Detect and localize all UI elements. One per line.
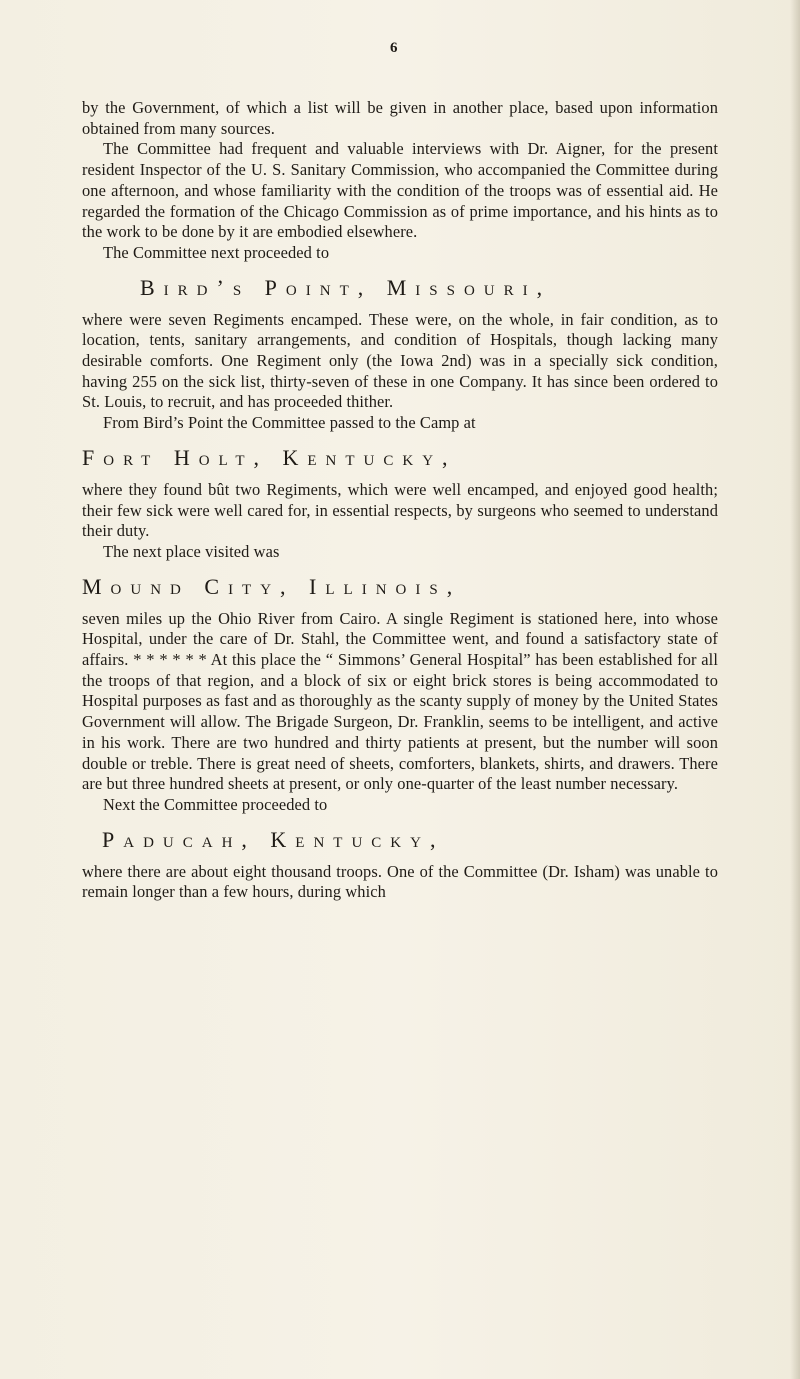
paragraph-6: where they found bût two Regiments, which were well encamped, and enjoyed good health; their few sick were well cared for, in essential respects, by surgeons who seemed to understand their duty. bbox=[82, 479, 718, 541]
paragraph-5: From Bird’s Point the Committee passed to the Camp at bbox=[103, 413, 476, 433]
paragraph-1: by the Government, of which a list will be given in another place, based upon information obtained from many sources. bbox=[82, 98, 718, 138]
paragraph-2: The Committee had frequent and valuable interviews with Dr. Aigner, for the present resident Inspector of the U. S. Sanitary Commission, who accompanied the Committee during one afternoon, and whose familiarity with the condition of the troops was of essential aid. He regarded the formation of the Chicago Commission as of prime importance, and his hints as to the work to be done by it are embodied elsewhere. bbox=[82, 139, 718, 242]
paragraph-3: The Committee next proceeded to bbox=[103, 242, 330, 262]
page-number: 6 bbox=[390, 40, 398, 56]
paragraph-10: where there are about eight thousand troops. One of the Committee (Dr. Isham) was unable to remain longer than a few hours, during which bbox=[82, 861, 718, 902]
body-text bbox=[82, 98, 718, 903]
paragraph-7: The next place visited was bbox=[103, 541, 280, 561]
paragraph-4: where were seven Regiments encamped. These were, on the whole, in fair condition, as to location, tents, sanitary arrangements, and condition of Hospitals, though lacking many desirable comforts. One Regiment only (the Iowa 2nd) was in a specially sick condition, having 255 on the sick list, thirty-seven of these in one Company. It has since been ordered to St. Louis, to recruit, and has proceeded thither. bbox=[82, 309, 718, 412]
paragraph-8: seven miles up the Ohio River from Cairo. A single Regiment is stationed here, into whose Hospital, under the care of Dr. Stahl, the Committee went, and found a satisfactory state of affairs. * * * * * * At this place the “ Simmons’ General Hospital” has been established for all the troops of that region, and a block of six or eight brick stores is being accommodated to Hospital purposes as fast and as thoroughly as the scanty supply of money by the United States Government will allow. The Brigade Surgeon, Dr. Franklin, seems to be intelligent, and active in his work. There are two hundred and thirty patients at present, but the number will soon double or treble. There is great need of sheets, comforters, blankets, shirts, and drawers. There are but three hundred sheets at present, or only one-quarter of the least number necessary. bbox=[82, 608, 718, 794]
heading-paducah: Paducah, Kentucky, bbox=[102, 826, 445, 852]
page-edge-shadow bbox=[790, 0, 800, 1379]
heading-mound-city: Mound City, Illinois, bbox=[82, 573, 462, 599]
heading-birds-point: Bird’s Point, Missouri, bbox=[140, 274, 552, 300]
paragraph-9: Next the Committee proceeded to bbox=[103, 794, 328, 814]
heading-fort-holt: Fort Holt, Kentucky, bbox=[82, 444, 457, 470]
